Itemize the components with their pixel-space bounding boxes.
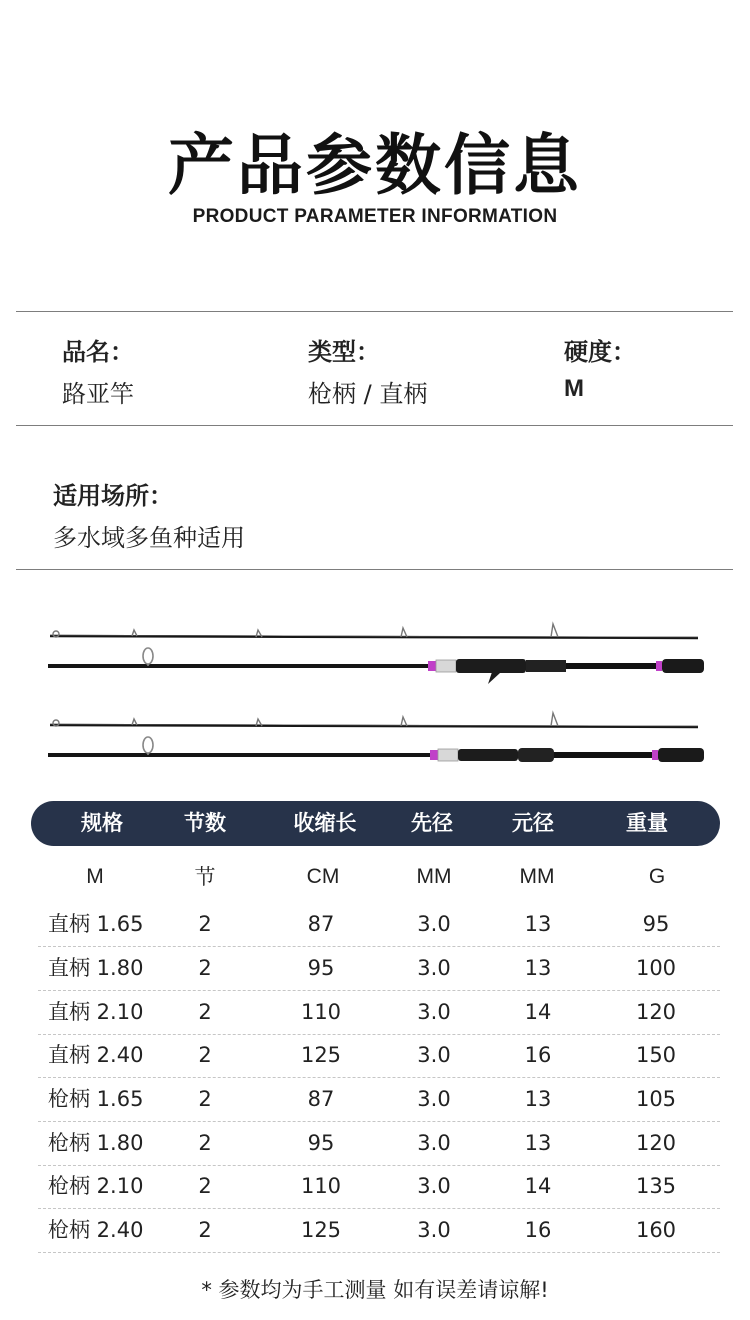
cell-closed-length: 95 <box>307 956 335 980</box>
cell-closed-length: 110 <box>300 1174 342 1198</box>
cell-spec: 直柄 2.40 <box>48 1043 144 1067</box>
unit-sections: 节 <box>194 865 216 889</box>
cell-tip-diameter: 3.0 <box>417 1131 451 1155</box>
page-subtitle: PRODUCT PARAMETER INFORMATION <box>192 206 558 227</box>
page-title: 产品参数信息 <box>168 127 582 204</box>
cell-butt-diameter: 13 <box>524 1131 552 1155</box>
cell-spec: 枪柄 1.80 <box>48 1131 144 1155</box>
cell-tip-diameter: 3.0 <box>417 1087 451 1111</box>
cell-weight: 95 <box>642 912 670 936</box>
cell-sections: 2 <box>198 1218 212 1242</box>
header-closed-length: 收缩长 <box>293 811 357 835</box>
name-label: 品名： <box>62 338 134 366</box>
table-row <box>31 1209 720 1253</box>
name-value: 路亚竿 <box>62 380 134 408</box>
type-value: 枪柄 / 直柄 <box>308 380 428 408</box>
cell-butt-diameter: 14 <box>524 1174 552 1198</box>
cell-tip-diameter: 3.0 <box>417 1043 451 1067</box>
cell-tip-diameter: 3.0 <box>417 956 451 980</box>
cell-spec: 直柄 2.10 <box>48 1000 144 1024</box>
cell-closed-length: 125 <box>300 1043 342 1067</box>
cell-butt-diameter: 13 <box>524 956 552 980</box>
cell-butt-diameter: 16 <box>524 1218 552 1242</box>
unit-weight: G <box>648 865 666 888</box>
table-row <box>31 1078 720 1122</box>
table-row <box>31 1122 720 1166</box>
cell-sections: 2 <box>198 1174 212 1198</box>
rod-butt-section-2 <box>48 737 704 762</box>
cell-spec: 枪柄 2.40 <box>48 1218 144 1242</box>
header-weight: 重量 <box>626 811 668 835</box>
table-row <box>31 947 720 991</box>
table-row <box>31 1034 720 1078</box>
unit-tip-diameter: MM <box>416 865 452 888</box>
hardness-label: 硬度： <box>564 338 636 366</box>
divider-top <box>16 311 733 312</box>
header-spec: 规格 <box>81 811 123 835</box>
cell-weight: 135 <box>635 1174 677 1198</box>
cell-closed-length: 87 <box>307 912 335 936</box>
cell-sections: 2 <box>198 1131 212 1155</box>
cell-closed-length: 125 <box>300 1218 342 1242</box>
cell-tip-diameter: 3.0 <box>417 912 451 936</box>
cell-sections: 2 <box>198 956 212 980</box>
cell-tip-diameter: 3.0 <box>417 1218 451 1242</box>
hardness-value: M <box>564 375 584 402</box>
fishing-rods-image <box>30 610 720 780</box>
cell-spec: 枪柄 2.10 <box>48 1174 144 1198</box>
cell-butt-diameter: 13 <box>524 912 552 936</box>
divider-bottom <box>16 569 733 570</box>
cell-closed-length: 87 <box>307 1087 335 1111</box>
type-label: 类型： <box>308 338 380 366</box>
usage-label: 适用场所： <box>53 482 173 510</box>
cell-weight: 120 <box>635 1000 677 1024</box>
unit-closed-length: CM <box>306 865 340 888</box>
cell-weight: 150 <box>635 1043 677 1067</box>
cell-butt-diameter: 13 <box>524 1087 552 1111</box>
rod-tip-section-2 <box>50 713 698 727</box>
cell-sections: 2 <box>198 1000 212 1024</box>
cell-weight: 120 <box>635 1131 677 1155</box>
cell-tip-diameter: 3.0 <box>417 1174 451 1198</box>
cell-spec: 枪柄 1.65 <box>48 1087 144 1111</box>
cell-spec: 直柄 1.80 <box>48 956 144 980</box>
rod-tip-section-1 <box>50 624 698 638</box>
cell-sections: 2 <box>198 1087 212 1111</box>
cell-weight: 100 <box>635 956 677 980</box>
rod-butt-section-1 <box>48 648 704 684</box>
cell-sections: 2 <box>198 912 212 936</box>
cell-spec: 直柄 1.65 <box>48 912 144 936</box>
unit-spec: M <box>86 865 104 888</box>
cell-tip-diameter: 3.0 <box>417 1000 451 1024</box>
cell-weight: 105 <box>635 1087 677 1111</box>
cell-butt-diameter: 16 <box>524 1043 552 1067</box>
cell-weight: 160 <box>635 1218 677 1242</box>
cell-closed-length: 110 <box>300 1000 342 1024</box>
row-separator <box>38 1252 720 1253</box>
unit-butt-diameter: MM <box>519 865 555 888</box>
table-row <box>31 991 720 1035</box>
table-units-row <box>31 862 720 892</box>
table-row <box>31 903 720 947</box>
table-row <box>31 1165 720 1209</box>
cell-sections: 2 <box>198 1043 212 1067</box>
footnote: * 参数均为手工测量 如有误差请谅解! <box>201 1278 549 1302</box>
header-butt-diameter: 元径 <box>512 811 554 835</box>
divider-middle <box>16 425 733 426</box>
table-header <box>31 801 720 846</box>
usage-value: 多水域多鱼种适用 <box>53 524 245 552</box>
cell-butt-diameter: 14 <box>524 1000 552 1024</box>
header-sections: 节数 <box>184 811 226 835</box>
cell-closed-length: 95 <box>307 1131 335 1155</box>
header-tip-diameter: 先径 <box>411 811 453 835</box>
